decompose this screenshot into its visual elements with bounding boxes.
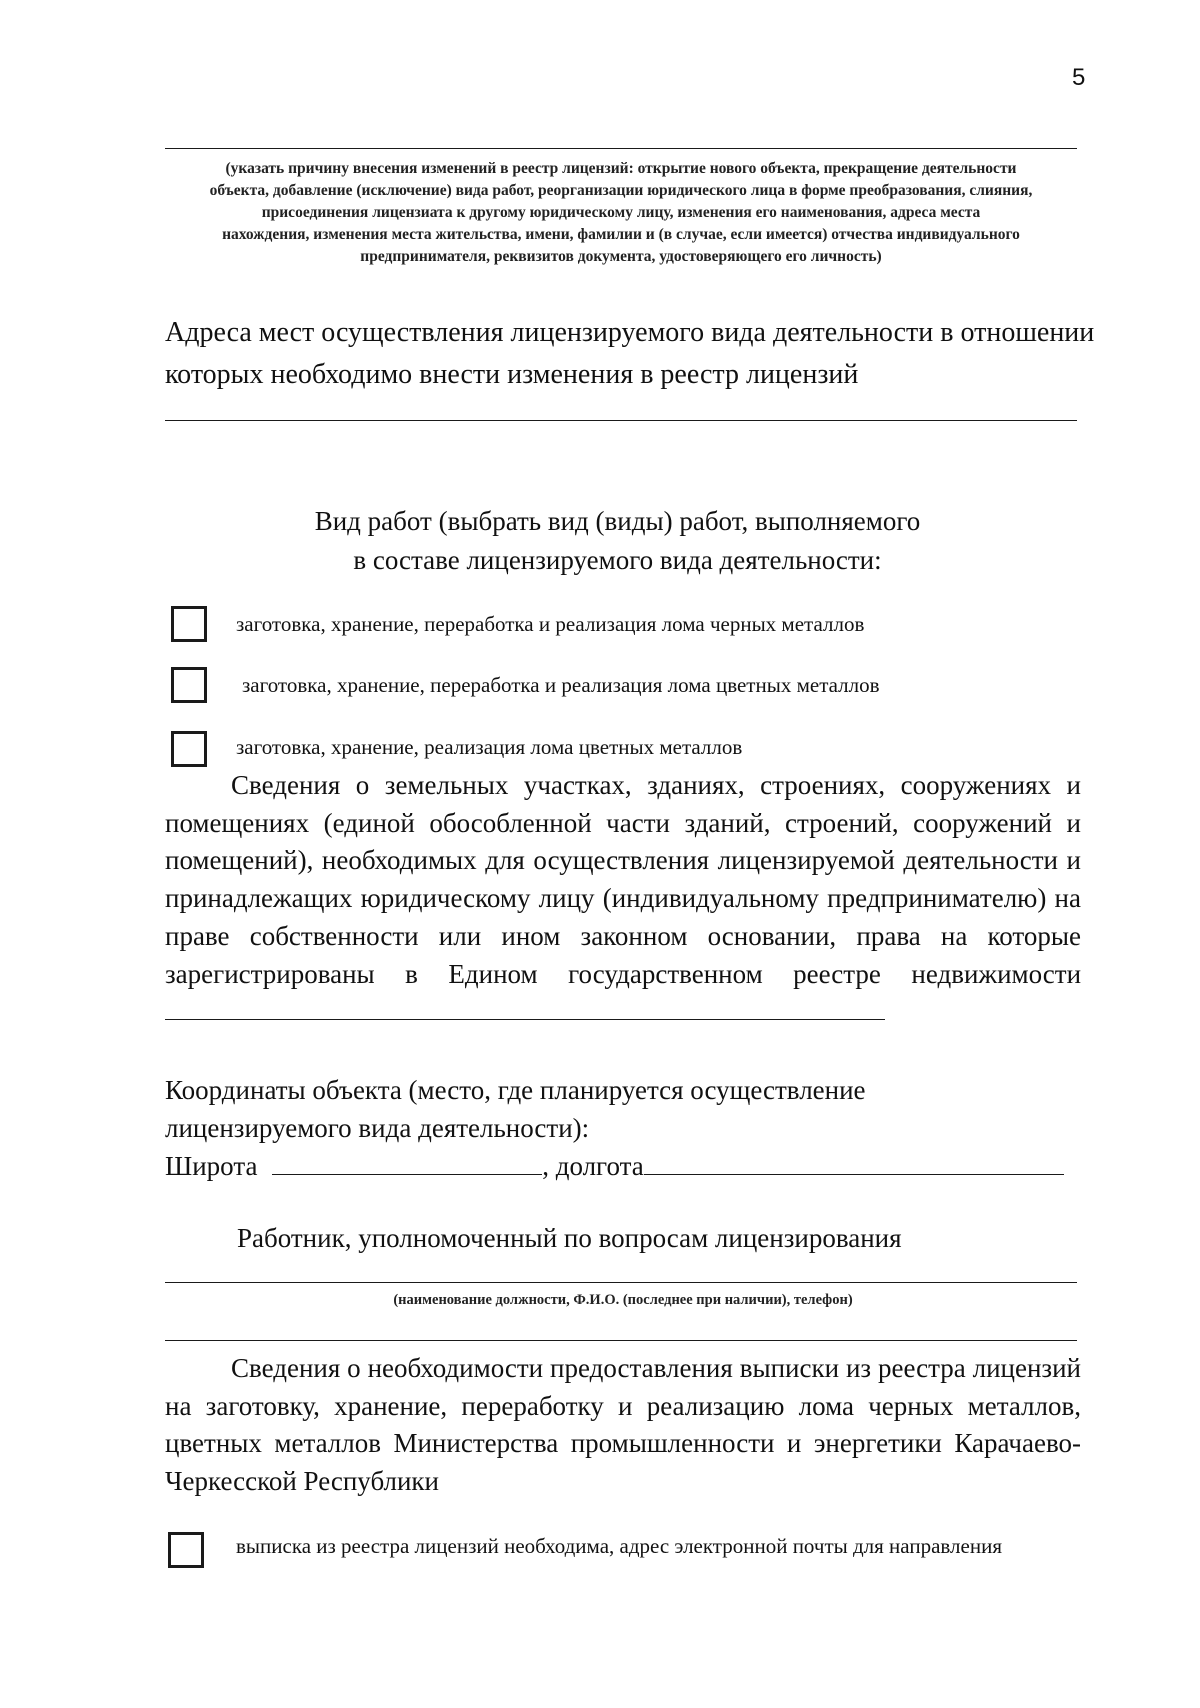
latitude-label: Широта xyxy=(165,1151,258,1181)
longitude-label: , долгота xyxy=(542,1151,644,1181)
addresses-heading xyxy=(165,312,1115,396)
extract-info-text: Сведения о необходимости предоставления выписки из реестра лицензий на заготовку, хранение, переработку и реализацию лома черных металлов, цветных металлов Министерства промышленности и энергетики Карачаево-Черкесской Республики xyxy=(165,1353,1081,1497)
coordinates-row xyxy=(165,1147,1085,1185)
coordinates-line-1 xyxy=(165,1071,1081,1109)
page-number: 5 xyxy=(1072,64,1086,91)
heading-line: которых необходимо внести изменения в реестр лицензий xyxy=(165,359,859,390)
land-info-last-word: недвижимости xyxy=(911,958,1082,989)
land-info-field-line[interactable] xyxy=(165,1018,885,1020)
extract-checkbox[interactable] xyxy=(168,1532,204,1568)
authorized-employee-field-line[interactable] xyxy=(165,1282,1077,1283)
note-line: (указать причину внесения изменений в реестр лицензий: открытие нового объекта, прекращение деятельности xyxy=(225,160,1017,177)
change-reason-note xyxy=(162,158,1080,268)
land-info-paragraph xyxy=(165,767,1081,1031)
authorized-employee-heading: Работник, уполномоченный по вопросам лицензирования xyxy=(237,1223,902,1253)
extract-info-paragraph xyxy=(165,1350,1081,1501)
change-reason-field-line[interactable] xyxy=(165,148,1077,149)
authorized-employee-field-line-2[interactable] xyxy=(165,1340,1077,1341)
note-line: нахождения, изменения места жительства, имени, фамилии и (в случае, если имеется) отчества индивидуального xyxy=(222,226,1020,243)
extract-option-label: выписка из реестра лицензий необходима, адрес электронной почты для направления xyxy=(236,1534,1002,1558)
latitude-field[interactable] xyxy=(272,1173,542,1175)
note-line: присоединения лицензиата к другому юридическому лицу, изменения его наименования, адреса места xyxy=(261,204,981,221)
coordinates-line-2: лицензируемого вида деятельности): xyxy=(165,1113,590,1143)
authorized-employee-caption: (наименование должности, Ф.И.О. (последнее при наличии), телефон) xyxy=(393,1292,853,1308)
coordinates-text: Координаты объекта (место, где планируется осуществление xyxy=(165,1075,866,1105)
work-type-heading xyxy=(165,502,1070,580)
note-line: объекта, добавление (исключение) вида работ, реорганизации юридического лица в форме преобразования, слияния, xyxy=(209,182,1033,199)
land-info-text: Сведения о земельных участках, зданиях, строениях, сооружениях и помещениях (единой обособленной части зданий, строений, сооружений и помещений), необходимых для осуществления лицензируемой деятельности и принадлежащих юридическому лицу (индивидуальному предпринимателю) на праве собственности или ином законном основании, права на которые зарегистрированы в Едином государственном реестре xyxy=(165,770,1081,989)
work-type-label-nonferrous: заготовка, хранение, реализация лома цветных металлов xyxy=(236,735,743,759)
heading-line: в составе лицензируемого вида деятельности: xyxy=(353,545,882,575)
work-type-checkbox-nonferrous[interactable] xyxy=(171,731,207,767)
work-type-label-nonferrous-processing: заготовка, хранение, переработка и реализация лома цветных металлов xyxy=(242,673,880,697)
addresses-field-line[interactable] xyxy=(165,420,1077,421)
heading-line: Вид работ (выбрать вид (виды) работ, выполняемого xyxy=(314,506,921,536)
heading-line: Адреса мест осуществления лицензируемого вида деятельности в отношении xyxy=(165,317,1095,348)
longitude-field[interactable] xyxy=(644,1173,1064,1175)
note-line: предпринимателя, реквизитов документа, удостоверяющего его личность) xyxy=(360,248,882,265)
work-type-checkbox-nonferrous-processing[interactable] xyxy=(171,667,207,703)
work-type-checkbox-ferrous[interactable] xyxy=(171,606,207,642)
work-type-label-ferrous: заготовка, хранение, переработка и реализация лома черных металлов xyxy=(236,612,865,636)
